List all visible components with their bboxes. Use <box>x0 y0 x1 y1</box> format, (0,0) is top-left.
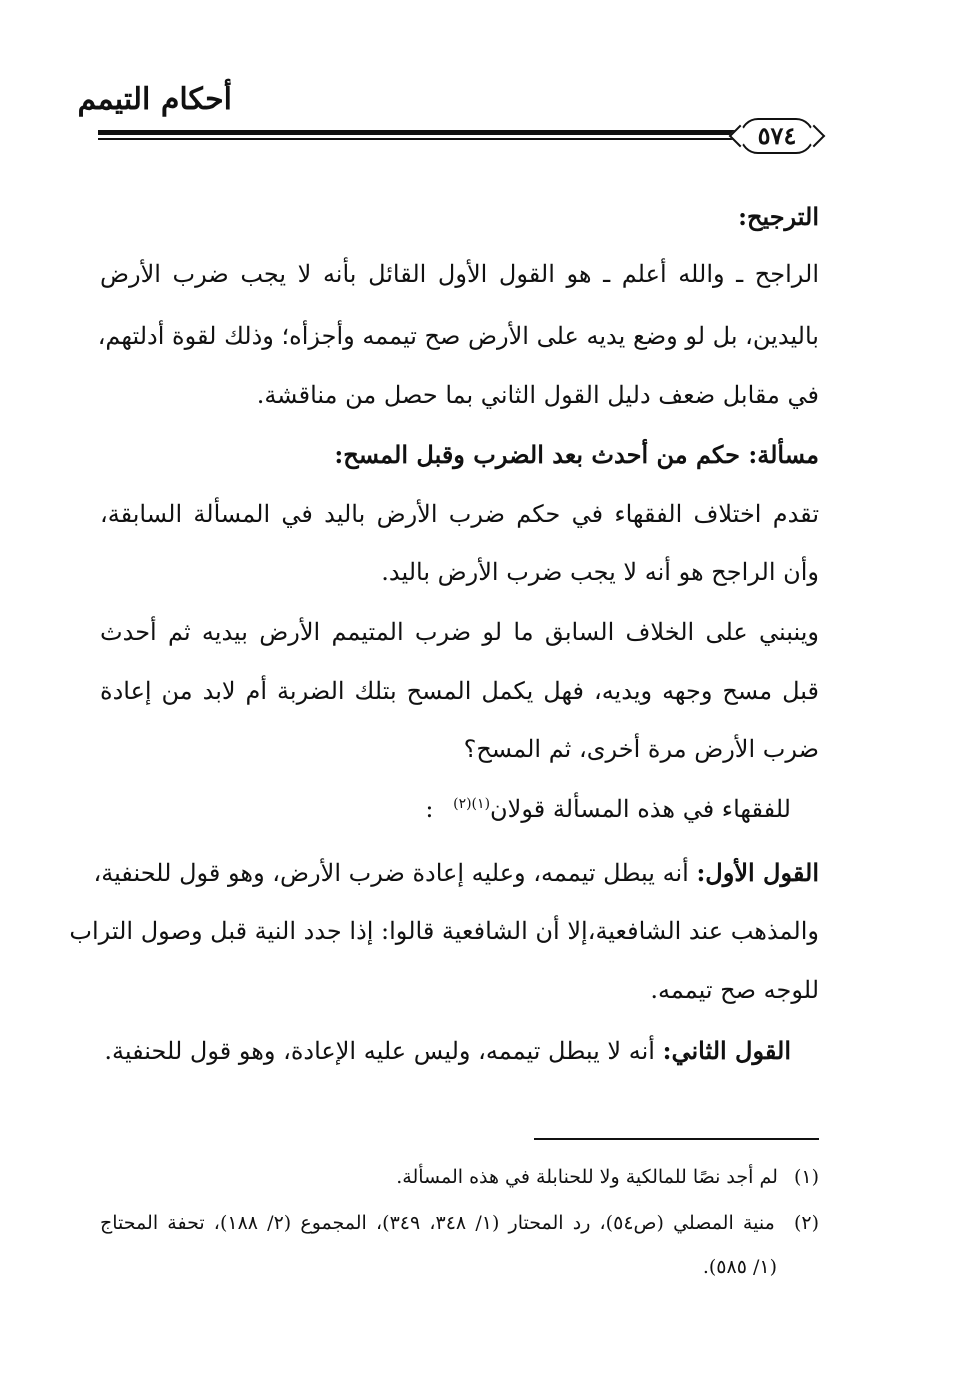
first-opinion-line-2: والمذهب عند الشافعية،إلا أن الشافعية قالوا: إذا جدد النية قبل وصول التراب <box>69 917 819 945</box>
header-rule-thin <box>98 138 814 140</box>
header-rule <box>98 130 814 135</box>
masala-heading: مسألة: حكم من أحدث بعد الضرب وقبل المسح: <box>334 440 819 469</box>
second-opinion-text: أنه لا يبطل تيممه، وليس عليه الإعادة، وهو قول للحنفية. <box>104 1037 655 1065</box>
running-header-title: أحكام التيمم <box>77 82 232 117</box>
second-opinion-line <box>104 1036 791 1065</box>
yanbani-line-2: قبل مسح وجهه ويديه، فهل يكمل المسح بتلك الضربة أم لابد من إعادة <box>100 677 819 705</box>
footnote-2-text-1: منية المصلي (ص٥٤)، رد المحتار (١/ ٣٤٨، ٣٤٩)، المجموع (٢/ ١٨٨)، تحفة المحتاج <box>100 1212 775 1234</box>
yanbani-line-1: وينبني على الخلاف السابق ما لو ضرب المتيمم الأرض بيديه ثم أحدث <box>100 618 819 646</box>
footnote-refs: (١)(٢) <box>453 796 491 812</box>
masala-line-1: تقدم اختلاف الفقهاء في حكم ضرب الأرض باليد في المسألة السابقة، <box>100 500 819 528</box>
first-opinion-line-1 <box>93 858 819 887</box>
masala-line-2: وأن الراجح هو أنه لا يجب ضرب الأرض باليد. <box>381 558 819 586</box>
second-opinion-label: القول الثاني: <box>662 1036 791 1065</box>
first-opinion-text-1: أنه يبطل تيممه، وعليه إعادة ضرب الأرض، وهو قول للحنفية، <box>93 859 689 887</box>
tarjih-line-3: في مقابل ضعف دليل القول الثاني بما حصل من مناقشة. <box>256 381 819 409</box>
tarjih-line-1: الراجح ـ والله أعلم ـ هو القول الأول القائل بأنه لا يجب ضرب الأرض <box>100 260 819 288</box>
footnote-2-continuation: (١/ ٥٨٥). <box>702 1256 777 1278</box>
footnote-separator <box>534 1138 819 1140</box>
first-opinion-label: القول الأول: <box>696 858 819 887</box>
footnote-2 <box>100 1212 819 1234</box>
qawlan-colon: : <box>425 795 434 823</box>
footnote-2-number: (٢) <box>793 1212 820 1234</box>
footnote-1 <box>396 1166 819 1188</box>
tarjih-line-2: باليدين، بل لو وضع يديه على الأرض صح تيممه وأجزأه؛ وذلك لقوة أدلتهم، <box>97 322 819 350</box>
qawlan-line <box>425 795 791 823</box>
tarjih-heading: الترجيح: <box>738 202 819 231</box>
qawlan-text: للفقهاء في هذه المسألة قولان <box>490 795 791 823</box>
footnote-1-number: (١) <box>793 1166 819 1188</box>
footnote-1-text: لم أجد نصًا للمالكية ولا للحنابلة في هذه المسألة. <box>396 1166 778 1188</box>
first-opinion-line-3: للوجه صح تيممه. <box>650 976 819 1004</box>
page-number-badge: ٥٧٤ <box>740 118 814 154</box>
yanbani-line-3: ضرب الأرض مرة أخرى، ثم المسح؟ <box>463 735 819 763</box>
